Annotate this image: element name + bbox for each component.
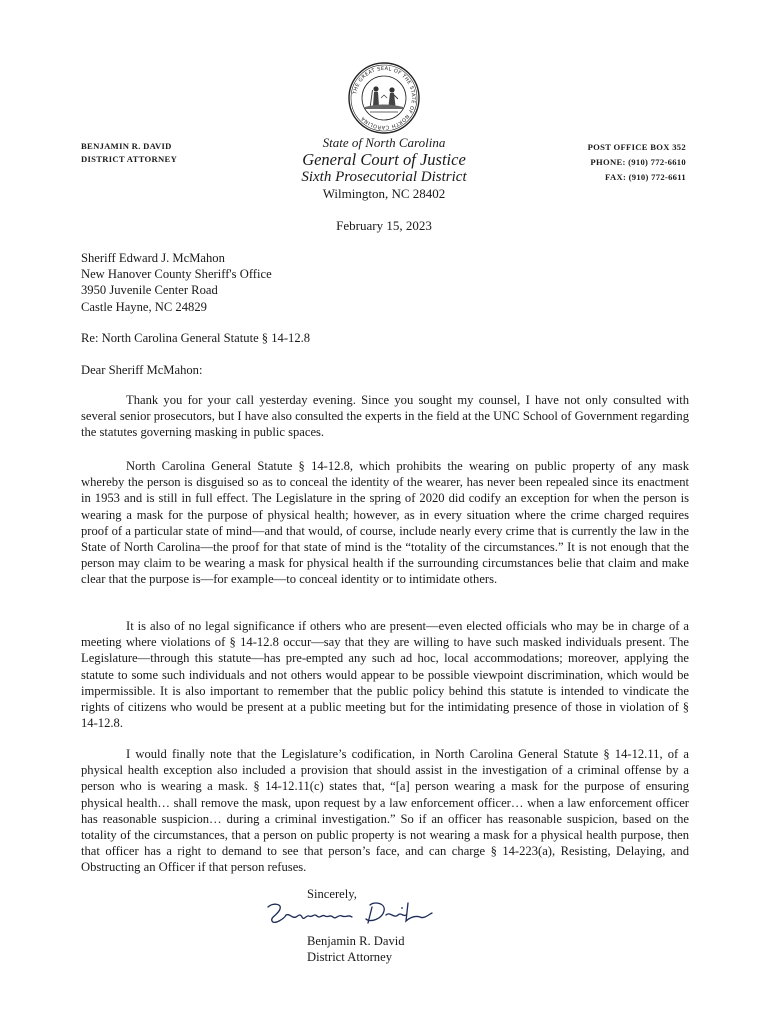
- body-paragraph: [81, 746, 689, 876]
- paragraph-text: It is also of no legal significance if others who are present—even elected officials who may be in charge of a meeting where violations of § 14-12.8 occur—say that they are willing to have such masked individuals present. The Legislature—through this statute—has pre-empted any such ad hoc, local accommodations; moreover, applying the statute to some such individuals and not others would appear to be possible viewpoint discrimination, which would be impermissible. It is also important to remember that the public policy behind this statute is intended to vindicate the rights of citizens who would be present at a public meeting but for the intimidating presence of those in violation of § 14-12.8.: [81, 619, 689, 731]
- court-name: General Court of Justice: [302, 150, 466, 169]
- da-title: DISTRICT ATTORNEY: [81, 154, 178, 164]
- court-header: [234, 135, 534, 202]
- signer-title: District Attorney: [307, 950, 392, 965]
- letter-date: February 15, 2023: [336, 218, 432, 233]
- body-paragraph: [81, 392, 689, 441]
- recipient-line: 3950 Juvenile Center Road: [81, 283, 218, 298]
- signer-name: Benjamin R. David: [307, 934, 405, 948]
- recipient-line: Sheriff Edward J. McMahon: [81, 251, 225, 265]
- recipient-line: New Hanover County Sheriff's Office: [81, 267, 272, 282]
- court-city: Wilmington, NC 28402: [322, 186, 446, 201]
- district-name: Sixth Prosecutorial District: [301, 169, 467, 185]
- body-paragraph: [81, 618, 689, 731]
- da-header-left: [81, 140, 177, 166]
- state-name: State of North Carolina: [322, 135, 446, 150]
- body-paragraph: [81, 458, 689, 588]
- paragraph-text: Thank you for your call yesterday evening. Since you sought my counsel, I have not only consulted with several senior prosecutors, but I have also consulted the experts in the field at the UNC School of Government regarding the statutes governing masking in public spaces.: [81, 393, 689, 440]
- contact-header-right: [588, 140, 686, 185]
- state-seal-icon: [348, 62, 420, 134]
- paragraph-text: North Carolina General Statute § 14-12.8, which prohibits the wearing on public property of any mask whereby the person is disguised so as to conceal the identity of the wearer, has never been repealed since its enactment in 1953 and is still in full effect. The Legislature in the spring of 2020 did codify an exception for when the person is wearing a mask for the purpose of physical health; however, as in every situation where the crime charged requires proof of a particular state of mind—and that would, of course, include nearly every crime that is currently the law in the State of North Carolina—the proof for that state of mind is the “totality of the circumstances.” It is not enough that the person may claim to be wearing a mask for physical health if the surrounding circumstances belie that claim and make clear that the purpose is—for example—to conceal identity or to intimidate others.: [81, 459, 689, 587]
- da-name: BENJAMIN R. DAVID: [81, 141, 172, 151]
- paragraph-text: I would finally note that the Legislature’s codification, in North Carolina General Statute § 14-12.11, of a physical health exception also included a provision that should assist in the investigation of a criminal offense by a person who is wearing a mask. § 14-12.11(c) states that, “[a] person wearing a mask for the purpose of ensuring physical health… shall remove the mask, upon request by a law enforcement officer… when a law enforcement officer has reasonable suspicion… during a criminal investigation.” So if an officer has reasonable suspicion, based on the totality of the circumstances, that a person on public property is not wearing a mask for a physical health purpose, then that officer has a right to demand to see that person’s face, and can charge § 14-223(a), Resisting, Delaying, and Obstructing an Officer if that person refuses.: [81, 747, 689, 875]
- subject-line: Re: North Carolina General Statute § 14-12.8: [81, 331, 311, 345]
- phone-number: PHONE: (910) 772-6610: [590, 157, 686, 167]
- recipient-address: [81, 250, 272, 315]
- seal-ring-text: THE GREAT SEAL OF THE STATE OF NORTH CAROLINA: [352, 65, 417, 131]
- signer-block: [307, 933, 405, 965]
- salutation: Dear Sheriff McMahon:: [81, 363, 203, 377]
- signature-image: [262, 897, 437, 931]
- closing: Sincerely,: [307, 887, 357, 901]
- recipient-line: Castle Hayne, NC 24829: [81, 299, 207, 314]
- po-box: POST OFFICE BOX 352: [587, 142, 686, 152]
- fax-number: FAX: (910) 772-6611: [605, 172, 686, 182]
